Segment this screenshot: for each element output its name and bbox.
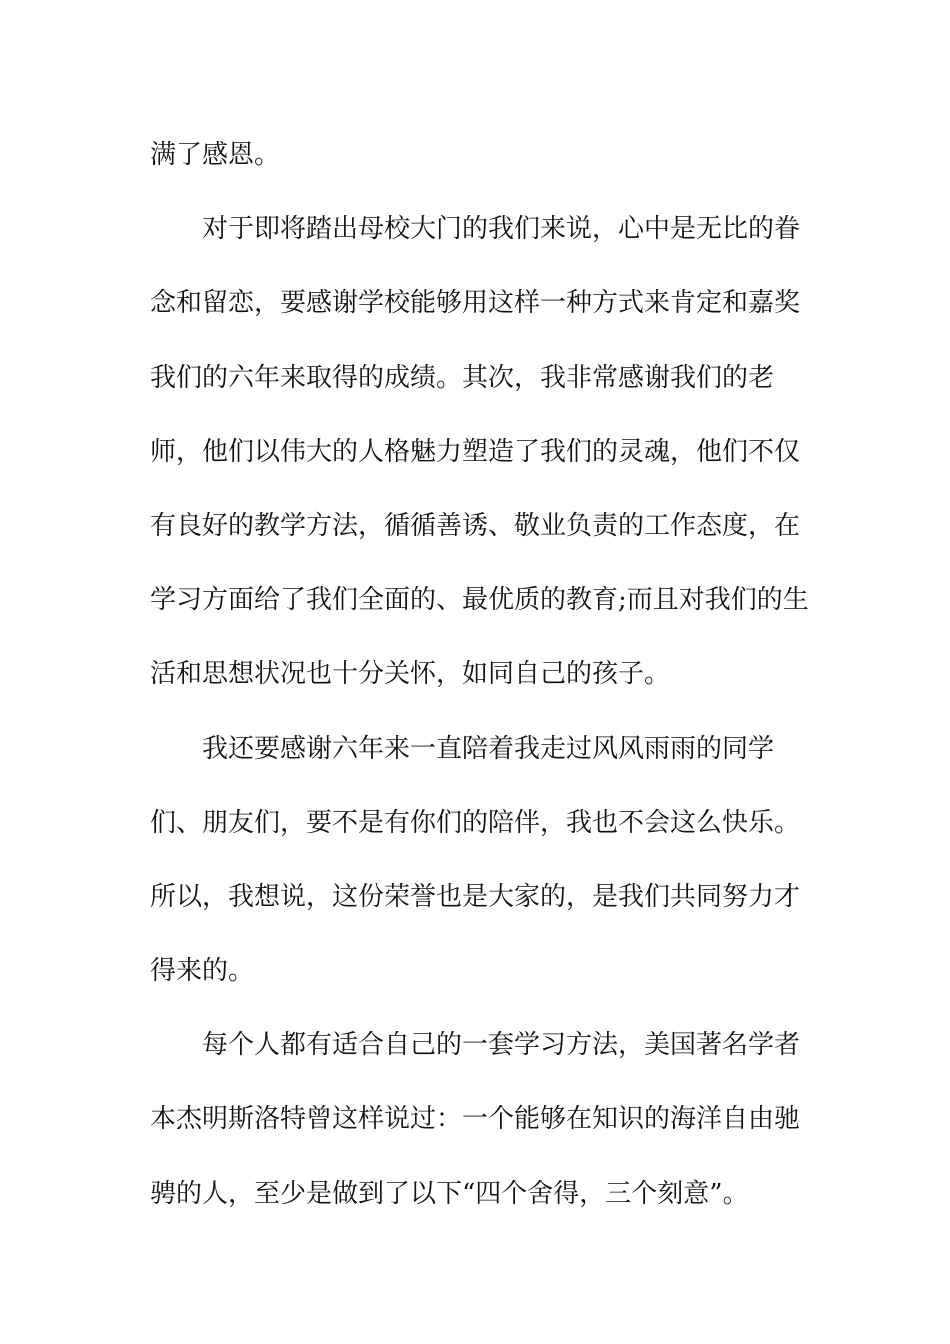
paragraph-start-line: 每个人都有适合自己的一套学习方法，美国著名学者 (202, 1030, 801, 1061)
document-body (150, 118, 830, 1231)
text-line: 骋的人，至少是做到了以下“四个舍得，三个刻意”。 (150, 1178, 749, 1209)
text-line: 得来的。 (150, 956, 255, 987)
text-line: 本杰明斯洛特曾这样说过：一个能够在知识的海洋自由驰 (150, 1104, 801, 1135)
text-line: 们、朋友们，要不是有你们的陪伴，我也不会这么快乐。 (150, 807, 801, 838)
paragraph-start-line: 对于即将踏出母校大门的我们来说，心中是无比的眷 (202, 214, 801, 245)
text-line: 我们的六年来取得的成绩。其次，我非常感谢我们的老 (150, 362, 775, 393)
text-line: 有良好的教学方法，循循善诱、敬业负责的工作态度，在 (150, 510, 801, 541)
text-line: 所以，我想说，这份荣誉也是大家的，是我们共同努力才 (150, 881, 801, 912)
text-line: 活和思想状况也十分关怀，如同自己的孩子。 (150, 659, 671, 690)
paragraph-start-line: 我还要感谢六年来一直陪着我走过风风雨雨的同学 (202, 733, 775, 764)
text-line: 满了感恩。 (150, 140, 281, 170)
text-line: 学习方面给了我们全面的、最优质的教育;而且对我们的生 (150, 585, 809, 616)
text-line: 师，他们以伟大的人格魅力塑造了我们的灵魂，他们不仅 (150, 436, 801, 467)
text-line: 念和留恋，要感谢学校能够用这样一种方式来肯定和嘉奖 (150, 288, 801, 319)
